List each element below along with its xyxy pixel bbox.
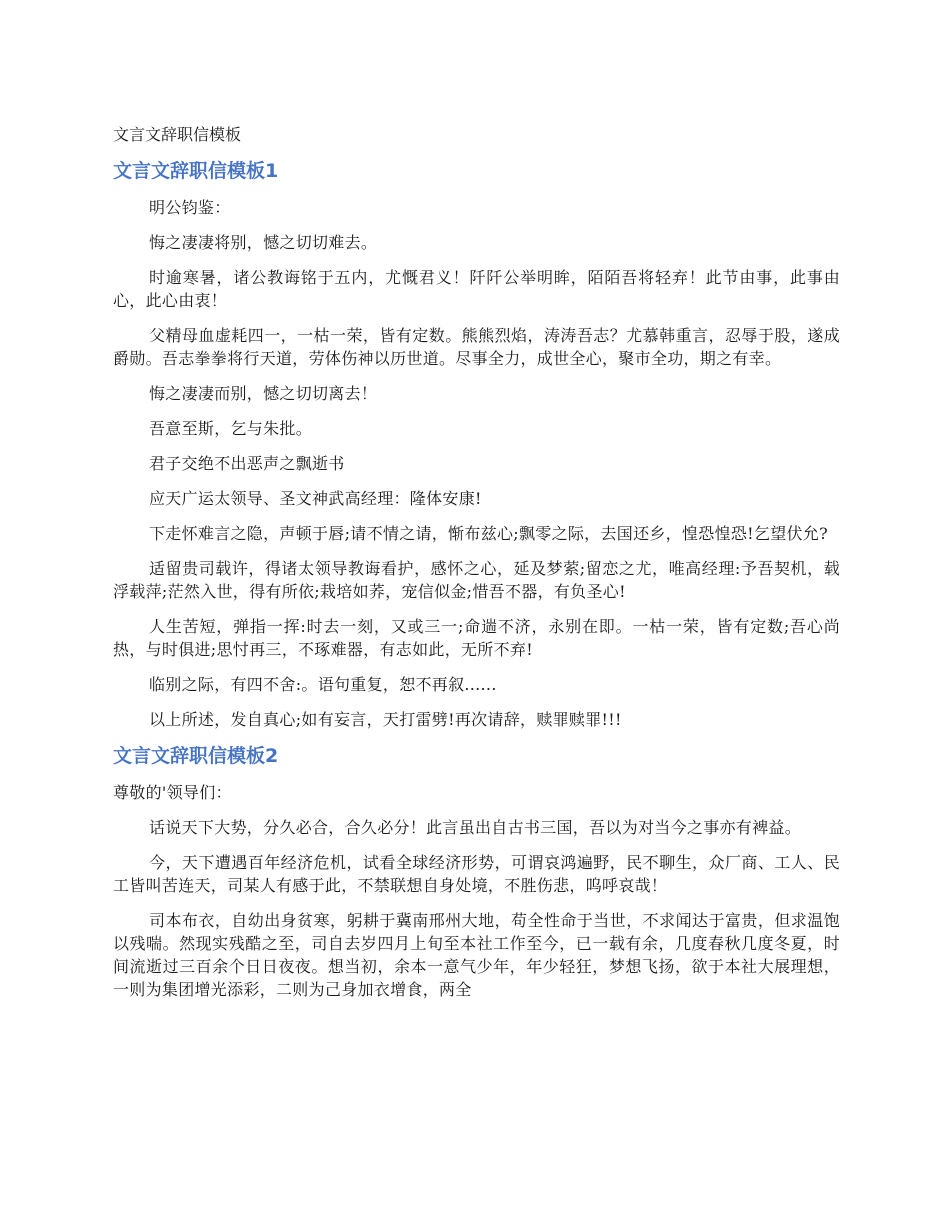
paragraph: 人生苦短，弹指一挥:时去一刻，又或三一;命遄不济，永别在即。一枯一荣，皆有定数;吾心尚热，与时俱进;思忖再三，不琢难器，有志如此，无所不弃! bbox=[113, 617, 840, 659]
paragraph: 司本布衣，自幼出身贫寒，躬耕于冀南邢州大地，苟全性命于当世，不求闻达于富贵，但求温饱以残喘。然现实残酷之至，司自去岁四月上旬至本社工作至今，已一载有余，几度春秋几度冬夏，时间流逝过三百余个日日夜夜。想当初，余本一意气少年，年少轻狂，梦想飞扬，欲于本社大展理想，一则为集团增光添彩，二则为己身加衣增食，两全 bbox=[113, 911, 840, 999]
paragraph: 悔之凄凄而别，憾之切切离去！ bbox=[149, 384, 378, 403]
paragraph: 适留贵司载许，得诸太领导教诲看护，感怀之心，延及梦萦;留恋之尤，唯高经理:予吾契机，载浮载萍;茫然入世，得有所依;栽培如荞，宠信似金;惜吾不器，有负圣心! bbox=[113, 559, 840, 601]
section-2 bbox=[113, 743, 840, 1001]
salutation: 尊敬的'领导们： bbox=[113, 783, 232, 802]
paragraph: 君子交绝不出恶声之飘逝书 bbox=[149, 454, 345, 473]
section-heading: 文言文辞职信模板2 bbox=[113, 745, 279, 767]
paragraph: 时逾寒暑，诸公教诲铭于五内，尤慨君义！阡阡公举明眸，陌陌吾将轻弃！此节由事，此事由心，此心由衷！ bbox=[113, 268, 840, 310]
document-title: 文言文辞职信模板 bbox=[113, 125, 242, 144]
paragraph: 吾意至斯，乞与朱批。 bbox=[149, 419, 313, 438]
paragraph: 今，天下遭遇百年经济危机，试看全球经济形势，可谓哀鸿遍野，民不聊生，众厂商、工人、民工皆叫苦连天，司某人有感于此，不禁联想自身处境，不胜伤悲，呜呼哀哉！ bbox=[113, 853, 840, 895]
paragraph: 以上所述，发自真心;如有妄言，天打雷劈!再次请辞，赎罪赎罪!!! bbox=[149, 710, 622, 729]
paragraph: 应天广运太领导、圣文神武高经理：隆体安康! bbox=[149, 489, 482, 508]
paragraph: 悔之凄凄将别，憾之切切难去。 bbox=[149, 233, 378, 252]
section-heading: 文言文辞职信模板1 bbox=[113, 160, 279, 182]
paragraph: 临别之际，有四不舍:。语句重复，恕不再叙...... bbox=[149, 675, 497, 694]
section-1 bbox=[113, 158, 840, 731]
paragraph: 话说天下大势，分久必合，合久必分！此言虽出自古书三国，吾以为对当今之事亦有裨益。 bbox=[149, 818, 802, 837]
paragraph: 父精母血虚耗四一，一枯一荣，皆有定数。熊熊烈焰，涛涛吾志？尤慕韩重言，忍辱于股，遂成爵勋。吾志拳拳将行天道，劳体伤神以历世道。尽事全力，成世全心，聚市全功，期之有幸。 bbox=[113, 326, 840, 368]
paragraph: 下走怀难言之隐，声顿于唇;请不情之请，惭布兹心;飘零之际，去国还乡，惶恐惶恐!乞望伏允? bbox=[149, 524, 828, 543]
paragraph: 明公钧鉴： bbox=[149, 198, 231, 217]
document-page bbox=[113, 122, 840, 1013]
